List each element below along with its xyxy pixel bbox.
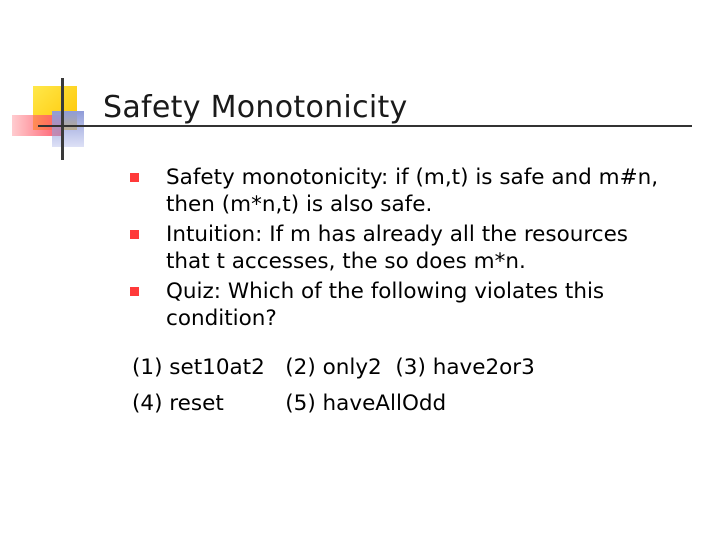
logo-vertical-line [61,78,64,160]
bullet-text: Intuition: If m has already all the resources that t accesses, the so does m*n. [166,222,629,274]
logo-blue-square [52,111,84,147]
bullet-list [130,164,710,335]
bullet-square-icon [130,230,139,239]
bullet-square-icon [130,173,139,182]
bullet-item [130,164,710,218]
bullet-square-icon [130,287,139,296]
bullet-text: Quiz: Which of the following violates this condition? [166,279,605,331]
quiz-options-line-1: (1) set10at2 (2) only2 (3) have2or3 [132,355,535,380]
quiz-options-line-2: (4) reset (5) haveAllOdd [132,391,447,416]
bullet-text: Safety monotonicity: if (m,t) is safe and m#n, then (m*n,t) is also safe. [166,165,659,217]
bullet-item [130,221,710,275]
slide-title: Safety Monotonicity [103,90,408,125]
bullet-item [130,278,710,332]
